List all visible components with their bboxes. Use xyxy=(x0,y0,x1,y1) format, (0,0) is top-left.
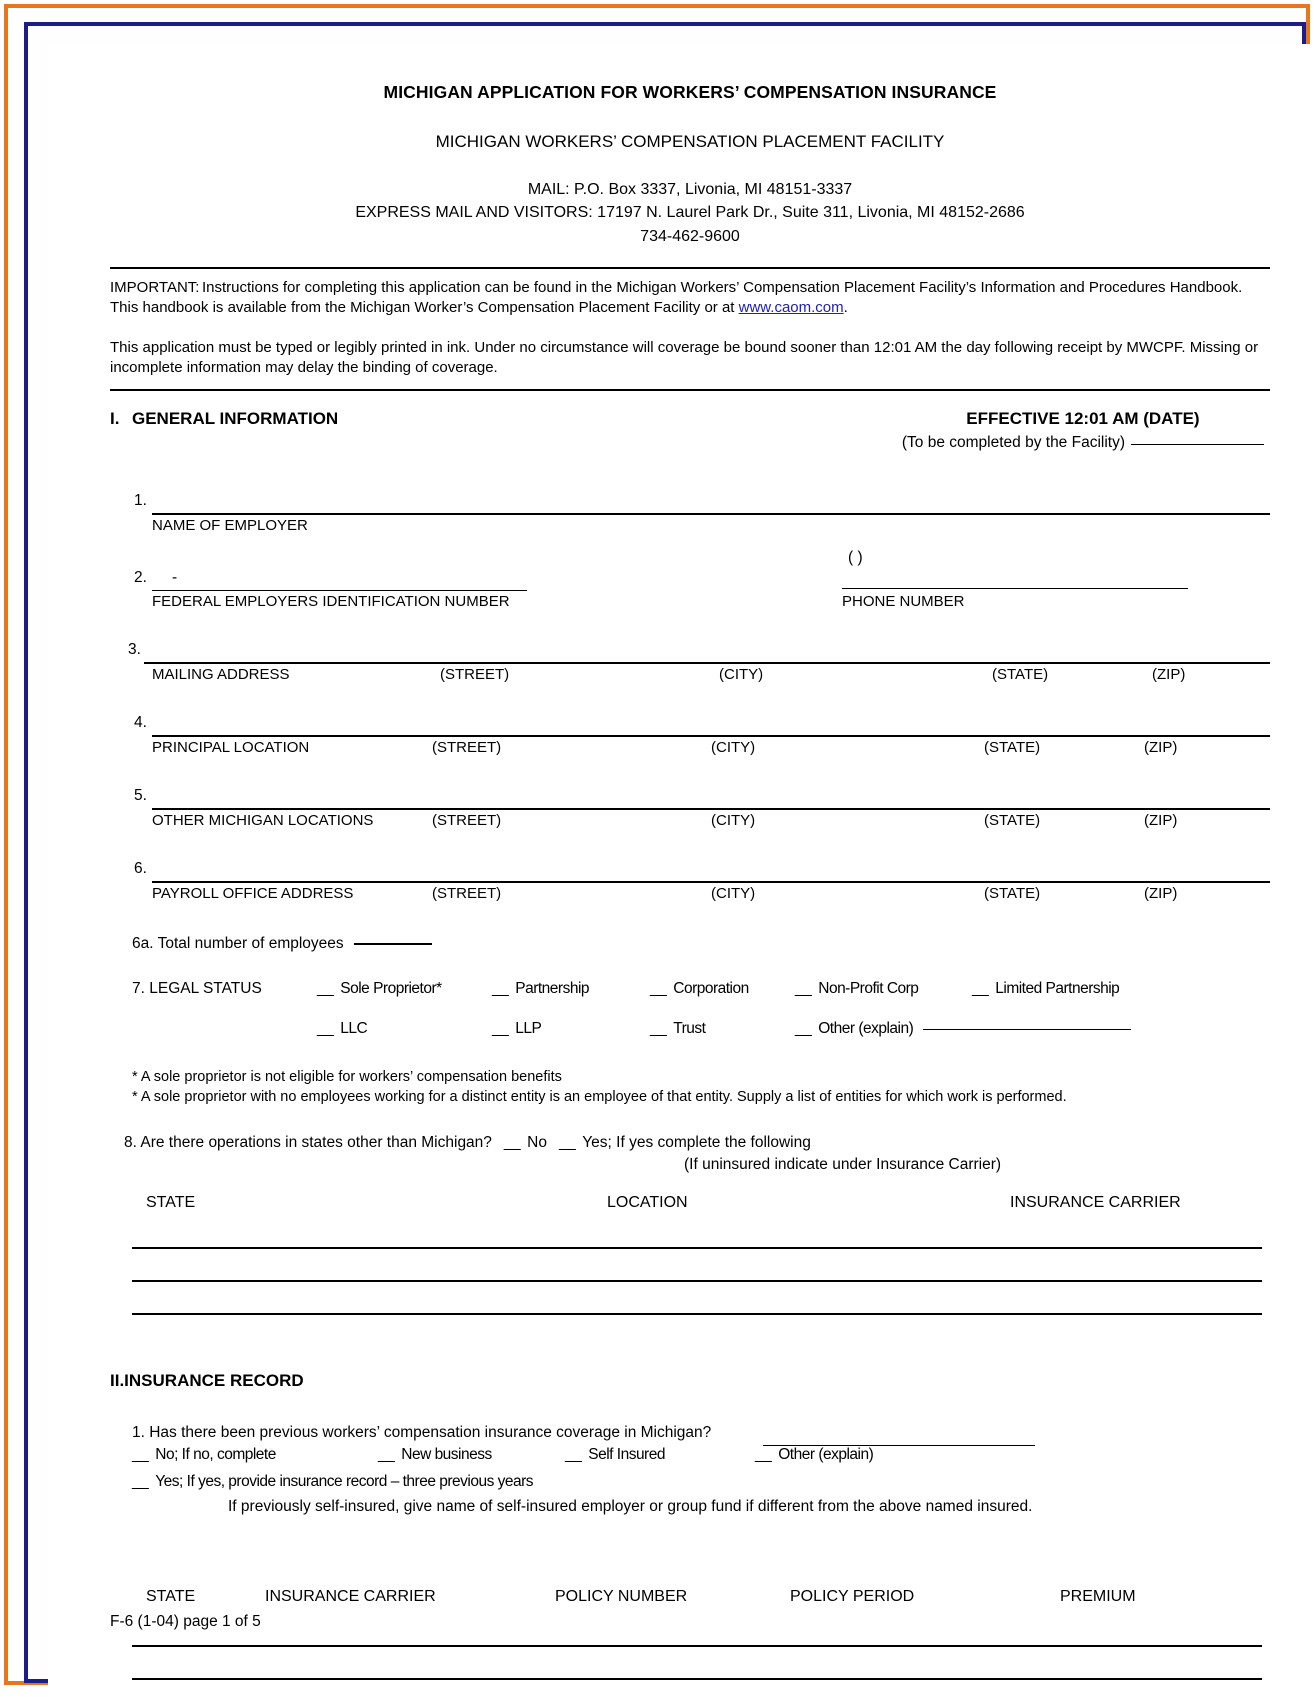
caption-state-6: (STATE) xyxy=(984,884,1041,902)
question-8-note: (If uninsured indicate under Insurance Carrier) xyxy=(684,1156,1002,1174)
insurance-q1-self-insured-note: If previously self-insured, give name of self-insured employer or group fund if different from the above named insured. xyxy=(228,1498,1033,1516)
caption-street-6: (STREET) xyxy=(432,884,502,902)
important-paragraph-2: This application must be typed or legibly printed in ink. Under no circumstance will coverage be bound sooner than 12:01 AM the day following receipt by MWCPF. Missing or incomplete information may delay the binding of coverage. xyxy=(110,338,1259,376)
insurance-q1-other[interactable]: __ Other (explain) xyxy=(755,1445,873,1464)
question-8-row xyxy=(110,1133,1270,1152)
legal-status-non-profit-corp[interactable]: __ Non-Profit Corp xyxy=(795,979,918,998)
question-8-label: 8. Are there operations in states other than Michigan? xyxy=(124,1134,492,1152)
legal-status-sole-proprietor[interactable]: __ Sole Proprietor* xyxy=(317,979,442,998)
caption-state-3: (STATE) xyxy=(992,665,1049,683)
total-employees-row xyxy=(110,934,1270,953)
header-policy-period: POLICY PERIOD xyxy=(790,1587,915,1605)
header-policy-number: POLICY NUMBER xyxy=(555,1587,688,1605)
legal-status-other-group xyxy=(795,1019,1131,1038)
section-1-heading xyxy=(110,408,338,429)
field-row-fein-phone xyxy=(110,548,1270,614)
field-row-other-michigan-locations xyxy=(110,788,1270,833)
caption-state-4: (STATE) xyxy=(984,738,1041,756)
effective-date-title: EFFECTIVE 12:01 AM (DATE) xyxy=(966,409,1200,429)
caption-other-michigan-locations: OTHER MICHIGAN LOCATIONS xyxy=(152,811,374,829)
footnote-sole-proprietor-1: * A sole proprietor is not eligible for workers’ compensation benefits xyxy=(132,1069,562,1086)
caption-city-6: (CITY) xyxy=(711,884,756,902)
header-state-2: STATE xyxy=(146,1587,196,1605)
other-states-row-2[interactable] xyxy=(132,1280,1262,1282)
caom-website-link[interactable]: www.caom.com xyxy=(738,298,844,316)
field-captions-2 xyxy=(152,593,1270,614)
section-1-header-row xyxy=(110,391,1270,453)
caption-street-4: (STREET) xyxy=(432,738,502,756)
phone-area-code-parens: ( ) xyxy=(848,548,863,566)
employer-name-input[interactable] xyxy=(152,493,1270,515)
header-location: LOCATION xyxy=(607,1193,688,1211)
caption-street-3: (STREET) xyxy=(440,665,510,683)
header-state-1: STATE xyxy=(146,1193,196,1211)
caption-zip-4: (ZIP) xyxy=(1144,738,1178,756)
field-index-2: 2. xyxy=(134,568,147,586)
insurance-q1-other-input[interactable] xyxy=(763,1445,1035,1446)
header-insurance-carrier-1: INSURANCE CARRIER xyxy=(1010,1193,1181,1211)
question-8-yes[interactable]: __ Yes; If yes complete the following xyxy=(547,1134,811,1151)
section-2-title: INSURANCE RECORD xyxy=(124,1370,304,1390)
legal-status-partnership[interactable]: __ Partnership xyxy=(492,979,589,998)
other-states-row-1[interactable] xyxy=(132,1247,1262,1249)
field-row-employer-name xyxy=(110,493,1270,538)
insurance-q1-yes-row xyxy=(110,1472,1270,1494)
question-8-no[interactable]: __ No xyxy=(492,1134,547,1151)
important-label: IMPORTANT: xyxy=(110,278,200,296)
header-insurance-carrier-2: INSURANCE CARRIER xyxy=(265,1587,436,1605)
total-employees-input[interactable] xyxy=(354,943,432,945)
caption-mailing-address: MAILING ADDRESS xyxy=(152,665,290,683)
legal-status-llc[interactable]: __ LLC xyxy=(317,1019,367,1038)
insurance-q1-new-business[interactable]: __ New business xyxy=(378,1445,492,1464)
legal-status-trust[interactable]: __ Trust xyxy=(650,1019,705,1038)
caption-state-5: (STATE) xyxy=(984,811,1041,829)
field-row-principal-location xyxy=(110,715,1270,760)
page-frame-inner xyxy=(24,22,1306,1683)
header-premium: PREMIUM xyxy=(1060,1587,1136,1605)
legal-status-limited-partnership[interactable]: __ Limited Partnership xyxy=(972,979,1119,998)
field-captions-6 xyxy=(152,885,1270,906)
important-text-1-tail: . xyxy=(843,298,848,316)
insurance-record-table-body xyxy=(110,1645,1270,1697)
effective-date-sub xyxy=(902,433,1264,452)
caption-city-3: (CITY) xyxy=(719,665,764,683)
field-index-4: 4. xyxy=(134,713,147,731)
legal-status-footnotes xyxy=(110,1067,1270,1107)
field-captions-3 xyxy=(152,666,1270,687)
caption-fein: FEDERAL EMPLOYERS IDENTIFICATION NUMBER xyxy=(152,592,510,610)
legal-status-row-1 xyxy=(110,979,1270,1003)
caption-name-of-employer: NAME OF EMPLOYER xyxy=(152,516,308,534)
field-index-1: 1. xyxy=(134,491,147,509)
insurance-question-1: 1. Has there been previous workers’ compensation insurance coverage in Michigan? xyxy=(132,1424,712,1442)
effective-date-note: (To be completed by the Facility) xyxy=(901,434,1125,452)
caption-city-4: (CITY) xyxy=(711,738,756,756)
field-index-6: 6. xyxy=(134,859,147,877)
document-page xyxy=(48,44,1314,1697)
field-captions-4 xyxy=(152,739,1270,760)
section-2-heading xyxy=(110,1370,1270,1391)
legal-status-row-2 xyxy=(110,1019,1270,1045)
caption-payroll-office-address: PAYROLL OFFICE ADDRESS xyxy=(152,884,354,902)
section-2-numeral: II. xyxy=(110,1370,125,1390)
effective-date-input[interactable] xyxy=(1131,444,1264,445)
principal-location-input[interactable] xyxy=(152,715,1270,737)
facility-address-block xyxy=(110,152,1270,248)
form-footer: F-6 (1-04) page 1 of 5 xyxy=(110,1612,261,1630)
legal-status-other[interactable]: __ Other (explain) xyxy=(795,1020,913,1037)
insurance-record-row-1[interactable] xyxy=(132,1645,1262,1647)
phone-number-input[interactable] xyxy=(842,568,1188,589)
other-states-table-header xyxy=(110,1193,1270,1217)
important-notice xyxy=(110,269,1270,378)
field-row-mailing-address xyxy=(110,642,1270,687)
express-address-line: EXPRESS MAIL AND VISITORS: 17197 N. Laurel Park Dr., Suite 311, Livonia, MI 48152-2686 xyxy=(355,204,1025,222)
payroll-office-address-input[interactable] xyxy=(152,861,1270,883)
caption-zip-5: (ZIP) xyxy=(1144,811,1178,829)
form-sheet xyxy=(48,44,1314,1697)
insurance-record-table-header xyxy=(110,1587,1270,1613)
mail-address-line: MAIL: P.O. Box 3337, Livonia, MI 48151-3337 xyxy=(527,181,853,199)
other-states-table-body xyxy=(110,1247,1270,1315)
legal-status-llp[interactable]: __ LLP xyxy=(492,1019,541,1038)
insurance-q1-options-row xyxy=(110,1445,1270,1469)
section-1-title: GENERAL INFORMATION xyxy=(132,409,339,429)
mailing-address-input[interactable] xyxy=(144,642,1270,664)
legal-status-corporation[interactable]: __ Corporation xyxy=(650,979,749,998)
total-employees-label: 6a. Total number of employees xyxy=(132,934,344,952)
insurance-q1-no[interactable]: __ No; If no, complete xyxy=(132,1445,276,1464)
fein-input[interactable] xyxy=(152,570,527,591)
caption-zip-3: (ZIP) xyxy=(1152,665,1186,683)
field-index-5: 5. xyxy=(134,786,147,804)
caption-city-5: (CITY) xyxy=(711,811,756,829)
legal-status-label: 7. LEGAL STATUS xyxy=(132,980,262,998)
important-paragraph-1 xyxy=(110,278,1270,318)
section-1-numeral: I. xyxy=(110,409,120,429)
page-title: MICHIGAN APPLICATION FOR WORKERS’ COMPENSATION INSURANCE xyxy=(383,82,997,102)
facility-phone-line: 734-462-9600 xyxy=(640,227,740,245)
phone-field-group xyxy=(842,548,1188,589)
caption-phone-number: PHONE NUMBER xyxy=(842,592,965,610)
insurance-q1-yes[interactable]: __ Yes; If yes, provide insurance record – three previous years xyxy=(132,1472,533,1491)
footnote-sole-proprietor-2: * A sole proprietor with no employees working for a distinct entity is an employee of that entity. Supply a list of entities for which work is performed. xyxy=(132,1089,1067,1106)
insurance-record-row-2[interactable] xyxy=(132,1678,1262,1680)
field-captions-5 xyxy=(152,812,1270,833)
effective-date-block xyxy=(902,408,1270,453)
caption-principal-location: PRINCIPAL LOCATION xyxy=(152,738,310,756)
fein-dash-separator: - xyxy=(172,568,178,586)
legal-status-other-input[interactable] xyxy=(923,1029,1131,1030)
other-michigan-locations-input[interactable] xyxy=(152,788,1270,810)
other-states-row-3[interactable] xyxy=(132,1313,1262,1315)
field-row-payroll-office-address xyxy=(110,861,1270,906)
insurance-q1-self-insured[interactable]: __ Self Insured xyxy=(565,1445,665,1464)
field-index-3: 3. xyxy=(128,640,141,658)
page-frame-outer xyxy=(4,4,1310,1685)
important-text-1: Instructions for completing this application can be found in the Michigan Workers’ Compensation Placement Facility’s Information and Procedures Handbook. This handbook is available from the Michigan Worker’s Compensation Placement Facility or at xyxy=(110,278,1243,316)
caption-zip-6: (ZIP) xyxy=(1144,884,1178,902)
caption-street-5: (STREET) xyxy=(432,811,502,829)
field-captions-1 xyxy=(152,517,1270,538)
facility-name: MICHIGAN WORKERS’ COMPENSATION PLACEMENT FACILITY xyxy=(435,131,945,151)
